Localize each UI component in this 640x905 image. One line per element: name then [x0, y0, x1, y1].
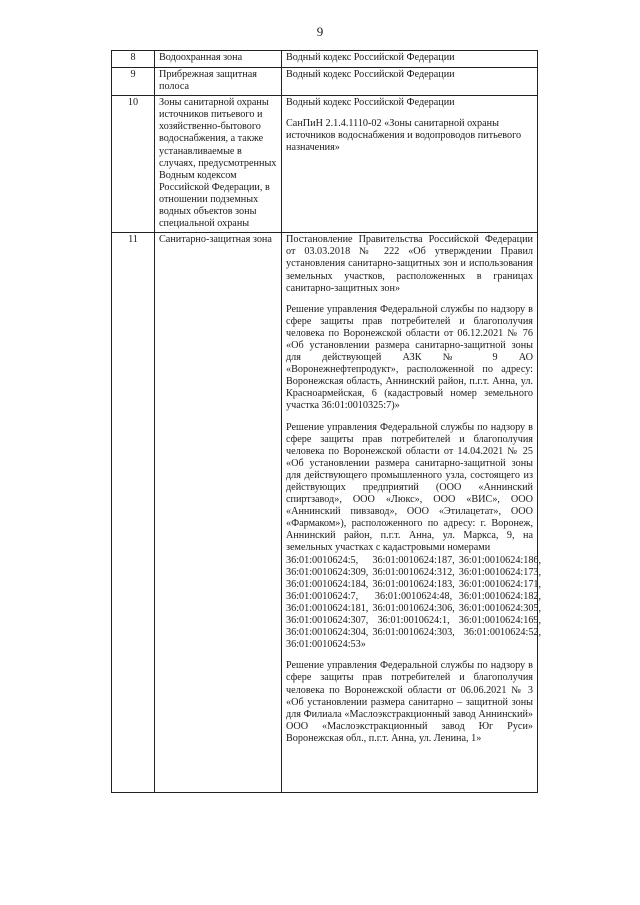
cadastral-number: 36:01:0010624:312,	[372, 566, 455, 578]
cadastral-number: 36:01:0010624:171,	[458, 578, 542, 590]
source-paragraph: Водный кодекс Российской Федерации	[286, 69, 455, 80]
legal-source	[282, 68, 538, 96]
source-paragraph: Постановление Правительства Российской Федерации от 03.03.2018 № 222 «Об утверждении Правил установления санитарно-защитных зон и использования земельных участков, расположенных в границах санитарно-защитных зон»	[286, 234, 533, 294]
source-paragraph: Водный кодекс Российской Федерации	[286, 52, 455, 63]
row-number: 8	[112, 51, 155, 68]
cadastral-number: 36:01:0010624:7,	[286, 590, 359, 602]
cadastral-number: 36:01:0010624:169,	[458, 615, 542, 627]
cadastral-number: 36:01:0010624:304,	[286, 627, 369, 639]
cadastral-number: 36:01:0010624:184,	[286, 578, 369, 590]
source-paragraph: СанПиН 2.1.4.1110-02 «Зоны санитарной охраны источников водоснабжения и водопроводов питьевого назначения»	[286, 118, 522, 154]
cadastral-number: 36:01:0010624:307,	[286, 615, 369, 627]
row-number: 11	[112, 233, 155, 793]
zone-name: Санитарно-защитная зона	[155, 233, 282, 793]
cadastral-number: 36:01:0010624:309,	[286, 566, 369, 578]
zone-name: Водоохранная зона	[155, 51, 282, 68]
cadastral-number: 36:01:0010624:52,	[463, 627, 542, 639]
cadastral-number: 36:01:0010624:48,	[374, 590, 453, 602]
page-number: 9	[316, 24, 324, 39]
cadastral-number: 36:01:0010624:53»	[286, 639, 366, 651]
table-row	[112, 68, 538, 96]
source-text: Решение управления Федеральной службы по надзору в сфере защиты прав потребителей и благополучия человека по Воронежской области от 14.04.2021 № 25 «Об установлении размера санитарно-защитной зоны для действующего промышленного узла, состоящего из действующих предприятий (ООО «Аннинский спиртзавод», ООО «Люкс», ООО «ВИС», ООО «Аннинский пивзавод», ООО «Этилацетат», ООО «Фармаком»), расположенного по адресу: г. Воронеж, Аннинский район, п.г.т. Анна, ул. Маркса, 9, на земельных участках с кадастровыми номерами	[286, 421, 533, 554]
row-number: 9	[112, 68, 155, 96]
cadastral-number: 36:01:0010624:186,	[458, 554, 542, 566]
cadastral-number: 36:01:0010624:305,	[458, 602, 542, 614]
zone-name: Зоны санитарной охраны источников питьевого и хозяйственно-бытового водоснабжения, а также устанавливаемые в случаях, предусмотренных Водным кодексом Российской Федерации, в отношении подземных водных объектов зоны специальной охраны	[155, 96, 282, 233]
cadastral-number: 36:01:0010624:173,	[458, 566, 542, 578]
source-paragraph: Решение управления Федеральной службы по надзору в сфере защиты прав потребителей и благополучия человека по Воронежской области от 06.12.2021 № 76 «Об установлении размера санитарно-защитной зоны для действующей АЗК № 9 АО «Воронежнефтепродукт», расположенной по адресу: Воронежская область, Аннинский район, п.г.т. Анна, ул. Красноармейская, 6 (кадастровый номер земельного участка 36:01:0010325:7)»	[286, 303, 533, 412]
table-row	[112, 51, 538, 68]
cadastral-number: 36:01:0010624:303,	[372, 627, 455, 639]
source-paragraph: Водный кодекс Российской Федерации	[286, 97, 455, 109]
legal-source	[282, 51, 538, 68]
cadastral-number: 36:01:0010624:187,	[372, 554, 455, 566]
cadastral-list	[286, 554, 542, 652]
zone-name: Прибрежная защитная полоса	[155, 68, 282, 96]
cadastral-number: 36:01:0010624:181,	[286, 602, 369, 614]
cadastral-number: 36:01:0010624:306,	[372, 602, 455, 614]
legal-source	[282, 233, 542, 793]
cadastral-number: 36:01:0010624:183,	[372, 578, 455, 590]
cadastral-number: 36:01:0010624:1,	[377, 615, 450, 627]
row-number: 10	[112, 96, 155, 233]
legal-source	[282, 96, 538, 233]
cadastral-number: 36:01:0010624:5,	[286, 554, 359, 566]
table-row	[112, 96, 538, 233]
regulations-table	[111, 50, 542, 793]
source-paragraph: Решение управления Федеральной службы по надзору в сфере защиты прав потребителей и благополучия человека по Воронежской области от 06.06.2021 № 3 «Об установлении размера санитарно – защитной зоны для Филиала «Маслоэкстракционный завод Аннинский» ООО «Маслоэкстракционный завод Юг Руси» Воронежская обл., п.г.т. Анна, ул. Ленина, 1»	[286, 660, 533, 744]
source-paragraph	[286, 421, 542, 652]
cadastral-number: 36:01:0010624:182,	[458, 590, 542, 602]
table-row	[112, 233, 538, 793]
